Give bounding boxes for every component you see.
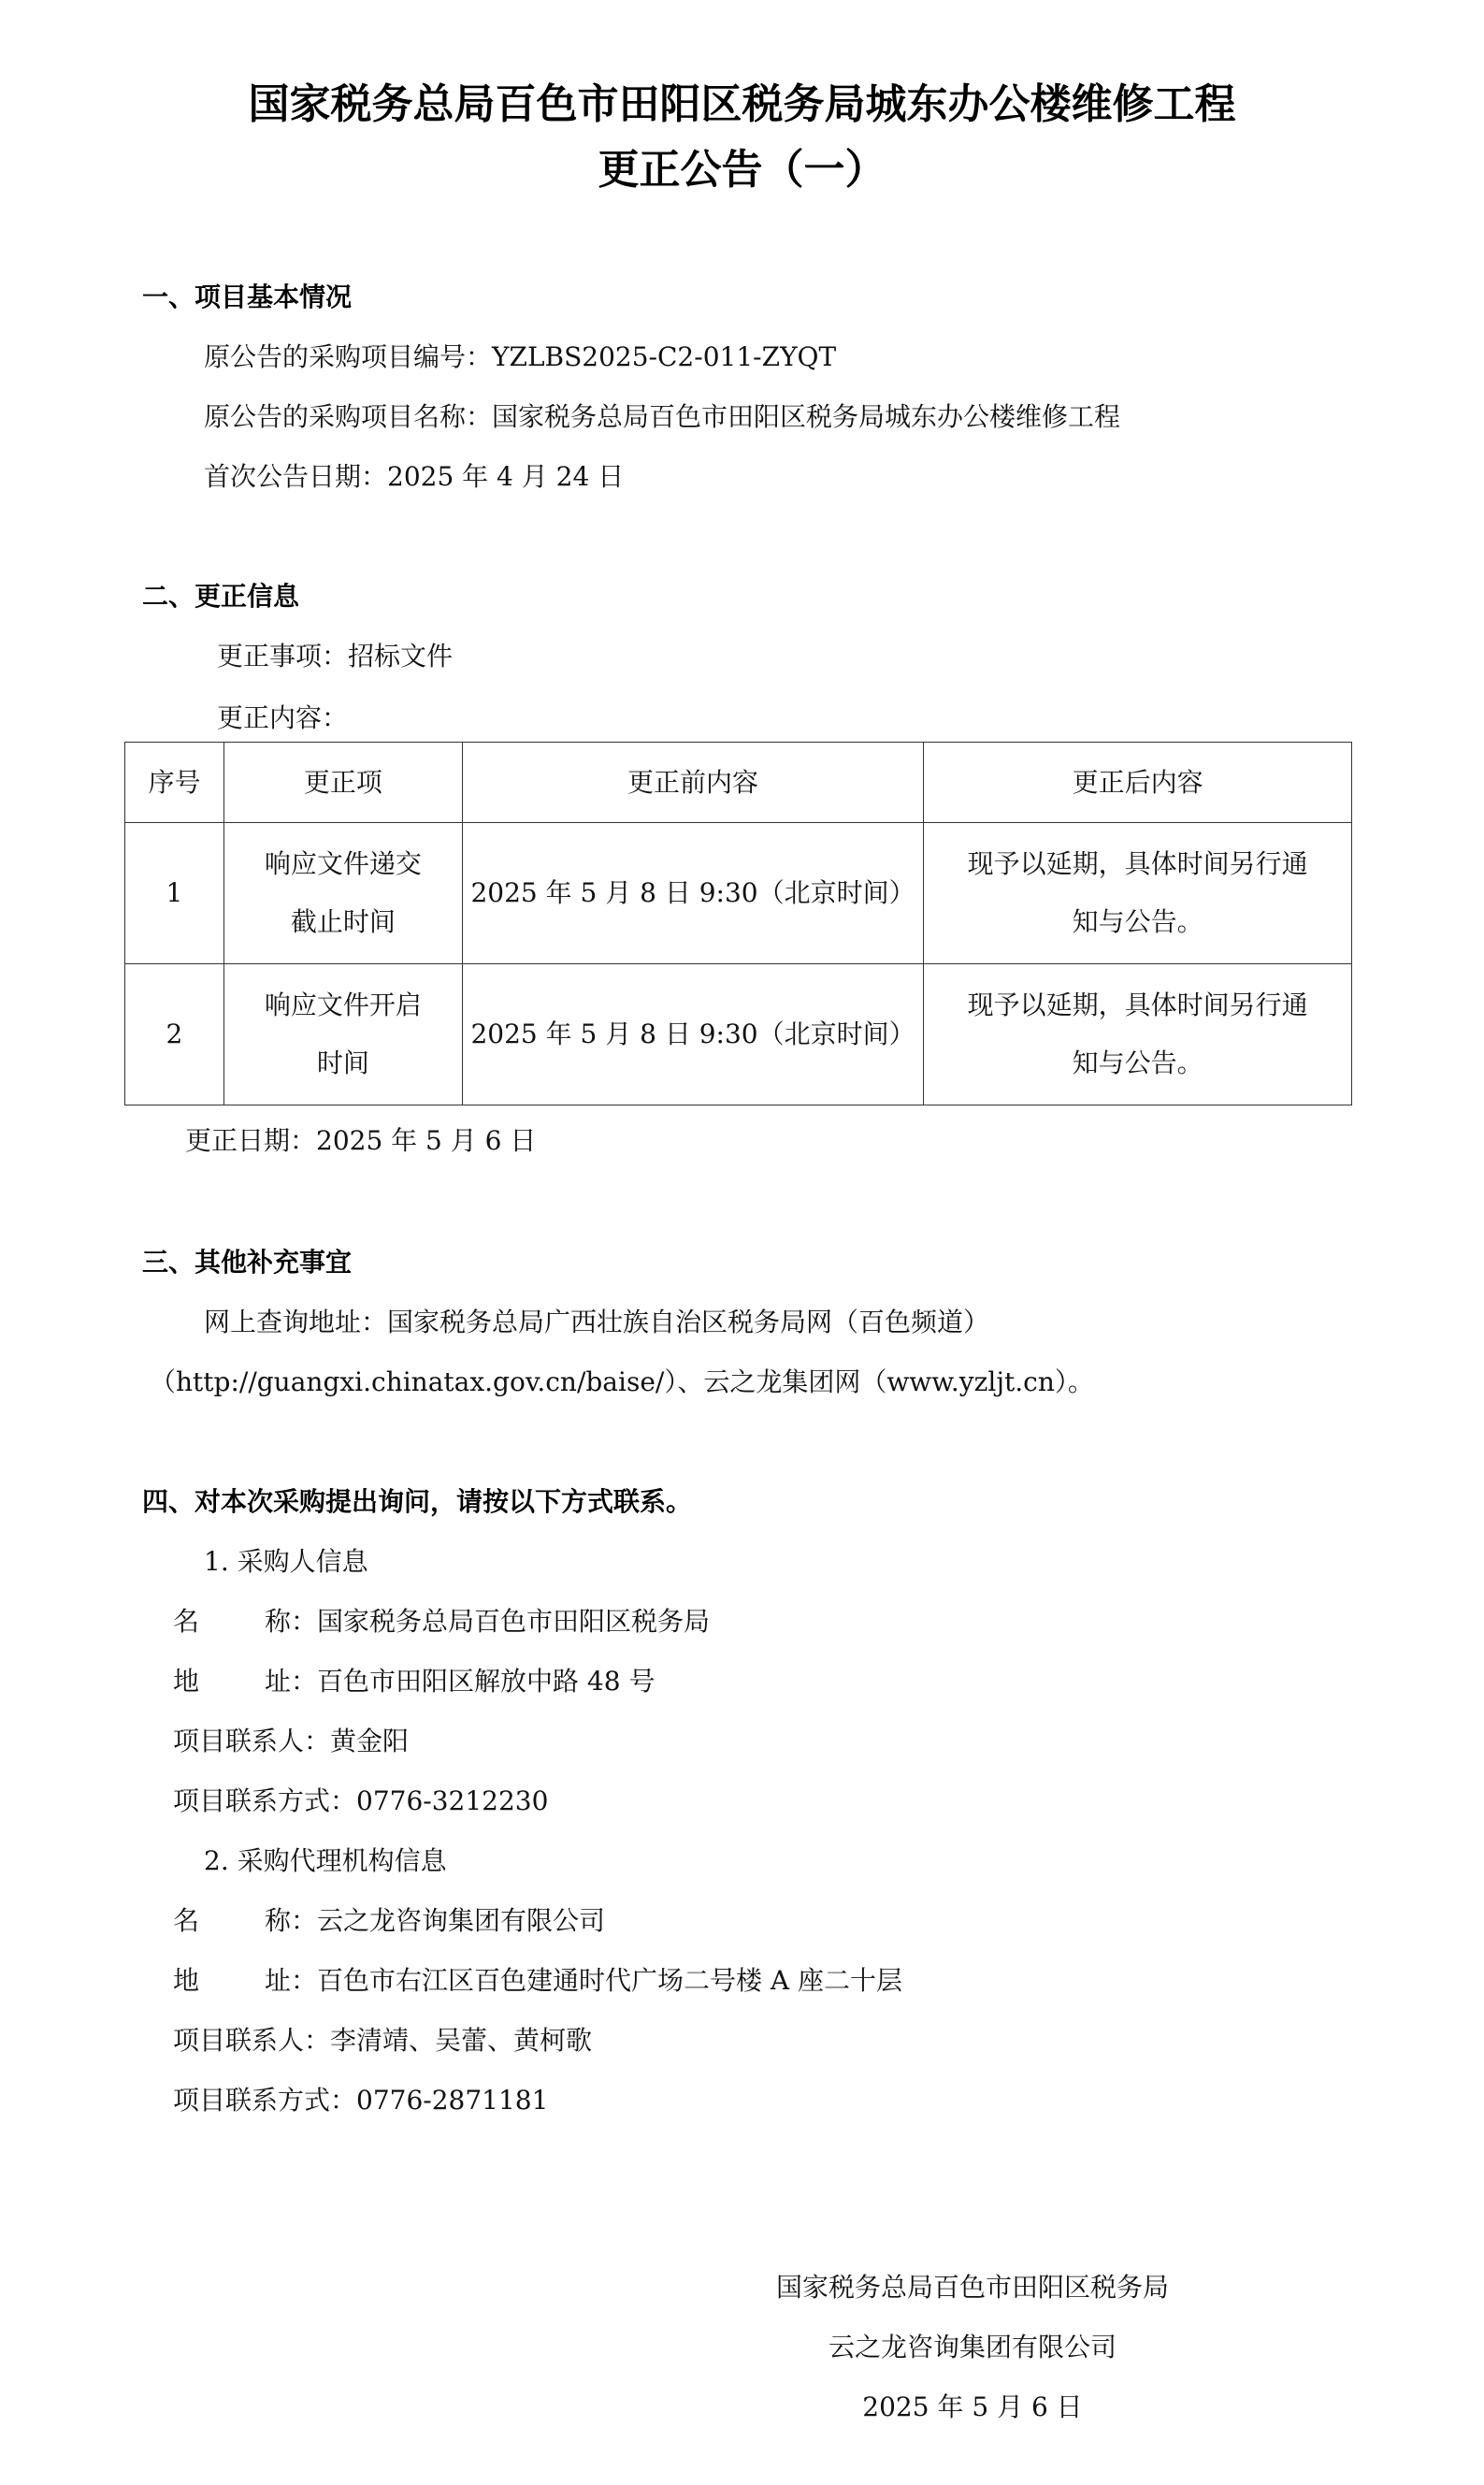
table-row [125, 823, 1352, 964]
signature-org2: 云之龙咨询集团有限公司 [828, 2332, 1117, 2362]
header-item: 更正项 [223, 743, 462, 823]
query-address-line1: 网上查询地址：国家税务总局广西壮族自治区税务局网（百色频道） [204, 1307, 990, 1337]
agency-phone: 项目联系方式：0776-2871181 [173, 2085, 549, 2116]
document-title-line1: 国家税务总局百色市田阳区税务局城东办公楼维修工程 [248, 80, 1236, 128]
row-item-line2: 截止时间 [290, 906, 396, 937]
section3-heading: 三、其他补充事宜 [142, 1247, 353, 1278]
header-before: 更正前内容 [462, 743, 924, 823]
table-row [125, 964, 1352, 1105]
name-label-char2: 称： [265, 1606, 318, 1637]
row-no: 2 [125, 964, 224, 1105]
name-label-char2: 称： [265, 1905, 318, 1936]
address-label-char1: 地 [173, 1965, 200, 1996]
row-before: 2025 年 5 月 8 日 9:30（北京时间） [462, 964, 924, 1105]
address-label-char2: 址： [265, 1965, 318, 1996]
query-address-line2: （http://guangxi.chinatax.gov.cn/baise/）、云之龙集团网（www.yzljt.cn）。 [150, 1366, 1094, 1397]
correction-table [124, 742, 1352, 1105]
first-announcement-date: 首次公告日期：2025 年 4 月 24 日 [204, 461, 625, 492]
row-item [223, 823, 462, 964]
purchaser-address-value: 百色市田阳区解放中路 48 号 [317, 1666, 656, 1697]
correction-content-label: 更正内容： [217, 702, 349, 733]
name-label-char1: 名 [173, 1905, 200, 1936]
signature-org1: 国家税务总局百色市田阳区税务局 [775, 2272, 1169, 2303]
row-after-line1: 现予以延期，具体时间另行通 [967, 990, 1308, 1020]
row-item-line1: 响应文件递交 [264, 848, 422, 879]
row-item-line2: 时间 [316, 1047, 369, 1078]
table-header-row [125, 743, 1352, 823]
purchaser-phone: 项目联系方式：0776-3212230 [173, 1785, 549, 1816]
section4-heading: 四、对本次采购提出询问，请按以下方式联系。 [142, 1486, 693, 1517]
row-after-line2: 知与公告。 [1072, 906, 1203, 937]
agency-address-value: 百色市右江区百色建通时代广场二号楼 A 座二十层 [317, 1965, 903, 1996]
purchaser-name [173, 1603, 710, 1640]
row-before: 2025 年 5 月 8 日 9:30（北京时间） [462, 823, 924, 964]
purchaser-address [173, 1663, 655, 1700]
row-item [223, 964, 462, 1105]
row-after-line1: 现予以延期，具体时间另行通 [967, 848, 1308, 879]
section1-heading: 一、项目基本情况 [142, 282, 353, 312]
agency-name [173, 1902, 605, 1940]
address-label-char2: 址： [265, 1666, 318, 1697]
row-item-line1: 响应文件开启 [264, 990, 422, 1020]
header-no: 序号 [125, 743, 224, 823]
header-after: 更正后内容 [924, 743, 1352, 823]
purchaser-name-value: 国家税务总局百色市田阳区税务局 [317, 1606, 711, 1637]
name-label-char1: 名 [173, 1606, 200, 1637]
document-title-line2: 更正公告（一） [598, 146, 886, 194]
section2-heading: 二、更正信息 [142, 581, 300, 612]
agency-name-value: 云之龙咨询集团有限公司 [317, 1905, 606, 1936]
address-label-char1: 地 [173, 1666, 200, 1697]
correction-date: 更正日期：2025 年 5 月 6 日 [185, 1125, 537, 1156]
agency-contact: 项目联系人：李清靖、吴蕾、黄柯歌 [173, 2025, 593, 2056]
agency-address [173, 1962, 902, 2000]
purchaser-info-title: 1. 采购人信息 [204, 1546, 368, 1577]
agency-info-title: 2. 采购代理机构信息 [204, 1845, 447, 1876]
project-name: 原公告的采购项目名称：国家税务总局百色市田阳区税务局城东办公楼维修工程 [204, 401, 1121, 432]
row-after [924, 823, 1352, 964]
project-number: 原公告的采购项目编号：YZLBS2025-C2-011-ZYQT [204, 341, 837, 372]
row-after-line2: 知与公告。 [1072, 1047, 1203, 1078]
row-after [924, 964, 1352, 1105]
signature-date: 2025 年 5 月 6 日 [862, 2391, 1083, 2422]
purchaser-contact: 项目联系人：黄金阳 [173, 1726, 410, 1756]
row-no: 1 [125, 823, 224, 964]
correction-item: 更正事项：招标文件 [217, 641, 454, 672]
